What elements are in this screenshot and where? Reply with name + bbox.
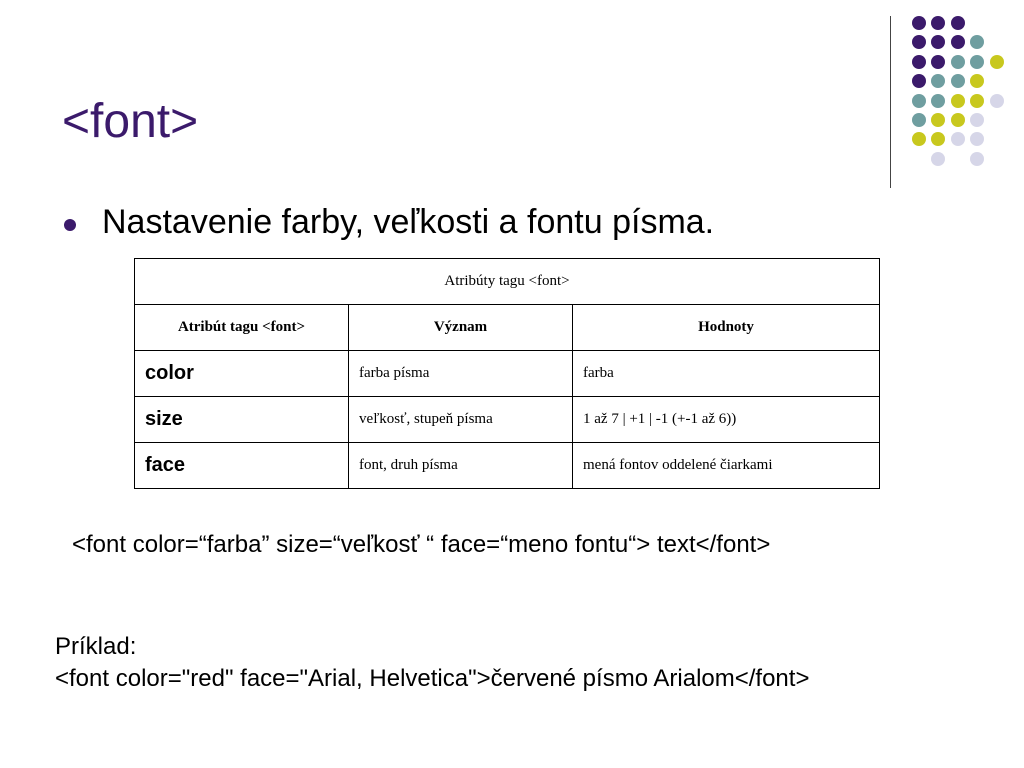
- font-attributes-table: [134, 258, 880, 489]
- decorative-dot: [951, 132, 965, 146]
- decorative-dot: [931, 55, 945, 69]
- bullet-text: Nastavenie farby, veľkosti a fontu písma.: [102, 203, 715, 241]
- decorative-dot: [970, 113, 984, 127]
- row-attribute: size: [135, 397, 349, 443]
- title-divider-line: [890, 16, 891, 188]
- decorative-dot: [931, 152, 945, 166]
- decorative-dot: [912, 55, 926, 69]
- decorative-dot: [951, 94, 965, 108]
- table-header-row: [135, 305, 880, 351]
- decorative-dot: [931, 132, 945, 146]
- decorative-dot: [931, 94, 945, 108]
- example-label: Príklad:: [55, 633, 137, 660]
- row-meaning: font, druh písma: [349, 443, 573, 489]
- decorative-dot: [931, 16, 945, 30]
- row-attribute: face: [135, 443, 349, 489]
- decorative-dot: [951, 35, 965, 49]
- decorative-dot: [912, 94, 926, 108]
- syntax-line: <font color=“farba” size=“veľkosť “ face=“meno fontu“> text</font>: [72, 531, 771, 558]
- slide-title: <font>: [62, 95, 199, 148]
- decorative-dot: [970, 132, 984, 146]
- row-meaning: veľkosť, stupeň písma: [349, 397, 573, 443]
- header-attribute: Atribút tagu <font>: [135, 305, 349, 351]
- decorative-dot: [951, 74, 965, 88]
- decorative-dot: [970, 74, 984, 88]
- example-code: <font color="red" face="Arial, Helvetica">červené písmo Arialom</font>: [55, 665, 810, 692]
- decorative-dot: [951, 16, 965, 30]
- row-values: 1 až 7 | +1 | -1 (+-1 až 6)): [573, 397, 880, 443]
- header-values: Hodnoty: [573, 305, 880, 351]
- decorative-dot: [931, 113, 945, 127]
- table-row: [135, 397, 880, 443]
- table-caption: Atribúty tagu <font>: [135, 259, 880, 305]
- decorative-dot: [970, 152, 984, 166]
- table-row: [135, 443, 880, 489]
- decorative-dot: [912, 132, 926, 146]
- row-values: mená fontov oddelené čiarkami: [573, 443, 880, 489]
- decorative-dot: [912, 113, 926, 127]
- decorative-dot: [970, 55, 984, 69]
- table-caption-row: [135, 259, 880, 305]
- decorative-dot: [970, 35, 984, 49]
- bullet-dot-icon: [64, 219, 76, 231]
- decorative-dot: [912, 74, 926, 88]
- decorative-dot: [970, 94, 984, 108]
- row-values: farba: [573, 351, 880, 397]
- header-meaning: Význam: [349, 305, 573, 351]
- decorative-dot-grid: [0, 0, 1024, 200]
- decorative-dot: [951, 113, 965, 127]
- decorative-dot: [912, 35, 926, 49]
- table-row: [135, 351, 880, 397]
- decorative-dot: [912, 16, 926, 30]
- decorative-dot: [951, 55, 965, 69]
- decorative-dot: [990, 55, 1004, 69]
- decorative-dot: [931, 74, 945, 88]
- decorative-dot: [931, 35, 945, 49]
- row-attribute: color: [135, 351, 349, 397]
- row-meaning: farba písma: [349, 351, 573, 397]
- decorative-dot: [990, 94, 1004, 108]
